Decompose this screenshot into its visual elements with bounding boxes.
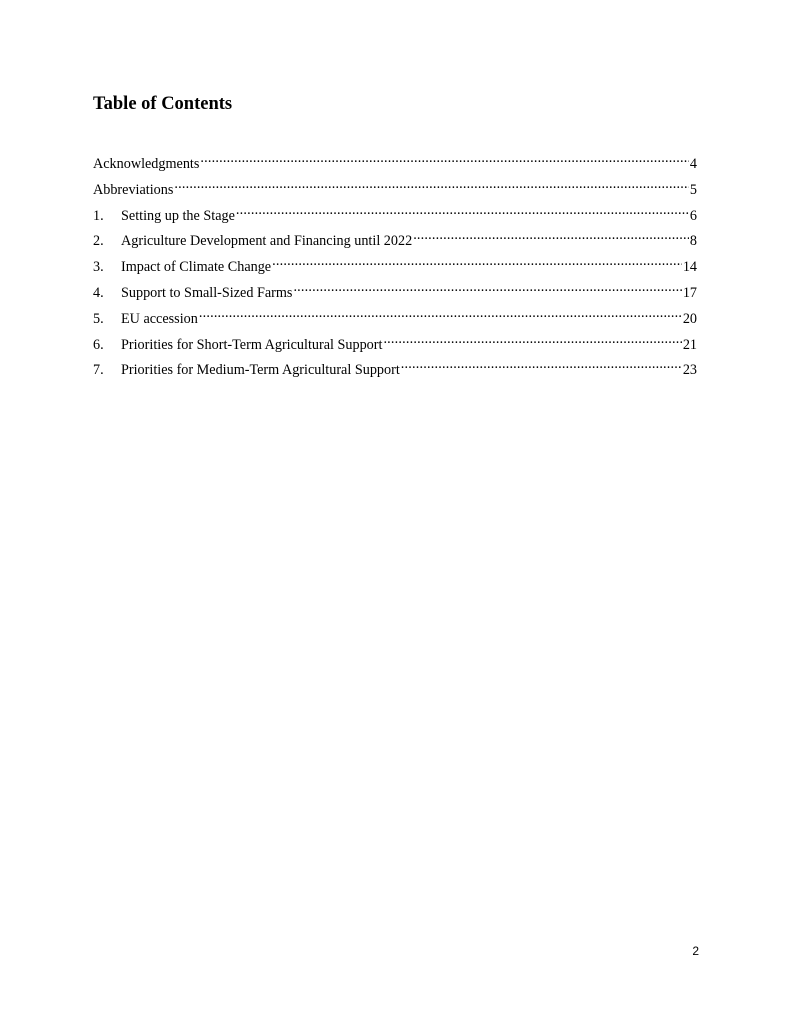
- page-number: 2: [692, 944, 699, 958]
- toc-entry-label: Agriculture Development and Financing until 2022: [121, 233, 413, 250]
- toc-entry-section-1[interactable]: [93, 200, 697, 226]
- toc-entry-abbreviations[interactable]: [93, 174, 697, 200]
- toc-entry-page: 4: [689, 156, 697, 172]
- toc-entry-page: 6: [689, 207, 697, 224]
- toc-entry-acknowledgments[interactable]: [93, 148, 697, 174]
- toc-entry-number: 2.: [93, 233, 104, 250]
- toc-entry-number: 6.: [93, 336, 104, 353]
- page-title: Table of Contents: [93, 94, 233, 114]
- toc-entry-section-4[interactable]: [93, 277, 697, 303]
- toc-entry-label: Setting up the Stage: [121, 207, 235, 224]
- dot-leader: [272, 251, 682, 271]
- toc-entry-page: 5: [689, 181, 697, 198]
- toc-entry-page: 21: [682, 336, 697, 353]
- toc-entry-page: 14: [682, 259, 697, 276]
- toc-entry-label: Support to Small-Sized Farms: [121, 284, 293, 301]
- dot-leader: [199, 303, 682, 323]
- dot-leader: [413, 225, 689, 245]
- dot-leader: [236, 200, 689, 220]
- toc-entry-number: 1.: [93, 207, 104, 224]
- toc-entry-section-2[interactable]: [93, 225, 697, 251]
- toc-entry-page: 23: [682, 362, 697, 379]
- toc-entry-section-7[interactable]: [93, 354, 697, 380]
- toc-entry-page: 20: [682, 310, 697, 327]
- toc-entry-section-5[interactable]: [93, 303, 697, 329]
- toc-entry-page: 17: [682, 284, 697, 301]
- toc-entry-label: Impact of Climate Change: [121, 259, 272, 276]
- dot-leader: [293, 277, 681, 297]
- dot-leader: [401, 354, 682, 374]
- toc-entry-number: 3.: [93, 259, 104, 276]
- toc-entry-label: Acknowledgments: [93, 156, 200, 172]
- toc-entry-number: 7.: [93, 362, 104, 379]
- toc-entry-label: Priorities for Short-Term Agricultural Support: [121, 336, 383, 353]
- toc-entry-number: 4.: [93, 284, 104, 301]
- dot-leader: [174, 174, 689, 194]
- toc-entry-section-3[interactable]: [93, 251, 697, 277]
- dot-leader: [200, 148, 689, 168]
- toc-entry-page: 8: [689, 233, 697, 250]
- toc-entry-label: Abbreviations: [93, 181, 174, 198]
- table-of-contents: [93, 148, 697, 380]
- dot-leader: [383, 329, 681, 349]
- toc-entry-label: Priorities for Medium-Term Agricultural Support: [121, 362, 400, 379]
- toc-entry-number: 5.: [93, 310, 104, 327]
- toc-entry-section-6[interactable]: [93, 329, 697, 355]
- toc-entry-label: EU accession: [121, 310, 198, 327]
